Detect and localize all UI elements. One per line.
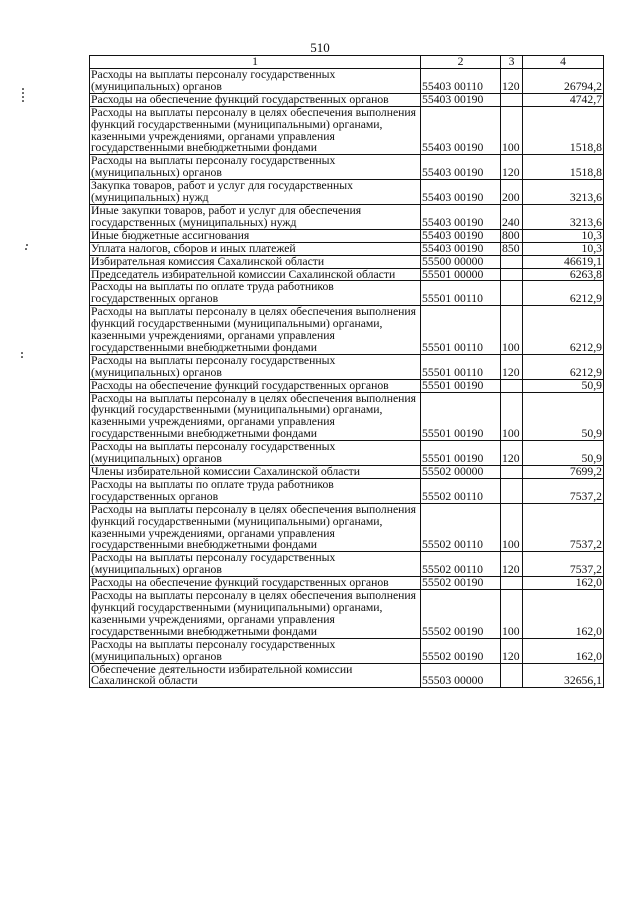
table-row xyxy=(90,268,604,281)
row-code: 55501 00110 xyxy=(421,354,501,379)
row-code: 55403 00190 xyxy=(421,155,501,180)
row-amount: 6212,9 xyxy=(523,306,604,355)
row-description: Расходы на выплаты персоналу государственных (муниципальных) органов xyxy=(90,69,421,94)
row-description: Уплата налогов, сборов и иных платежей xyxy=(90,242,421,255)
row-amount: 50,9 xyxy=(523,392,604,441)
table-row xyxy=(90,242,604,255)
table-row xyxy=(90,577,604,590)
row-expense-type: 120 xyxy=(501,155,523,180)
row-code: 55403 00190 xyxy=(421,229,501,242)
row-code: 55501 00110 xyxy=(421,281,501,306)
row-code: 55501 00190 xyxy=(421,392,501,441)
row-expense-type xyxy=(501,478,523,503)
row-description: Расходы на выплаты персоналу в целях обеспечения выполнения функций государственными (муниципальными) органами, казенными учреждениями, органами управления государственными внебюджетными фондами xyxy=(90,503,421,552)
row-code: 55403 00190 xyxy=(421,204,501,229)
table-row xyxy=(90,204,604,229)
row-code: 55501 00110 xyxy=(421,306,501,355)
row-amount: 6263,8 xyxy=(523,268,604,281)
row-description: Расходы на выплаты персоналу в целях обеспечения выполнения функций государственными (муниципальными) органами, казенными учреждениями, органами управления государственными внебюджетными фондами xyxy=(90,392,421,441)
table-row xyxy=(90,478,604,503)
row-code: 55403 00190 xyxy=(421,180,501,205)
row-expense-type: 100 xyxy=(501,503,523,552)
row-code: 55501 00000 xyxy=(421,268,501,281)
row-amount: 32656,1 xyxy=(523,663,604,688)
table-row xyxy=(90,229,604,242)
row-code: 55503 00000 xyxy=(421,663,501,688)
row-description: Расходы на обеспечение функций государственных органов xyxy=(90,379,421,392)
row-description: Расходы на выплаты персоналу в целях обеспечения выполнения функций государственными (муниципальными) органами, казенными учреждениями, органами управления государственными внебюджетными фондами xyxy=(90,590,421,639)
row-code: 55501 00190 xyxy=(421,441,501,466)
table-row xyxy=(90,552,604,577)
page-number: 510 xyxy=(310,40,330,55)
col-header-3: 3 xyxy=(501,56,523,69)
row-amount: 6212,9 xyxy=(523,354,604,379)
row-description: Расходы на выплаты персоналу в целях обеспечения выполнения функций государственными (муниципальными) органами, казенными учреждениями, органами управления государственными внебюджетными фондами xyxy=(90,106,421,155)
row-code: 55403 00190 xyxy=(421,242,501,255)
table-row xyxy=(90,503,604,552)
row-expense-type xyxy=(501,466,523,479)
row-amount: 46619,1 xyxy=(523,255,604,268)
table-row xyxy=(90,590,604,639)
row-expense-type xyxy=(501,663,523,688)
row-expense-type: 120 xyxy=(501,638,523,663)
table-row xyxy=(90,354,604,379)
row-code: 55501 00190 xyxy=(421,379,501,392)
row-expense-type: 120 xyxy=(501,552,523,577)
table-row xyxy=(90,306,604,355)
row-description: Члены избирательной комиссии Сахалинской области xyxy=(90,466,421,479)
row-expense-type: 800 xyxy=(501,229,523,242)
row-description: Избирательная комиссия Сахалинской области xyxy=(90,255,421,268)
row-code: 55500 00000 xyxy=(421,255,501,268)
table-row xyxy=(90,379,604,392)
row-amount: 3213,6 xyxy=(523,180,604,205)
table-row xyxy=(90,93,604,106)
table-row xyxy=(90,281,604,306)
row-description: Расходы на обеспечение функций государственных органов xyxy=(90,93,421,106)
row-description: Обеспечение деятельности избирательной комиссии Сахалинской области xyxy=(90,663,421,688)
row-amount: 10,3 xyxy=(523,229,604,242)
row-description: Расходы на выплаты персоналу в целях обеспечения выполнения функций государственными (муниципальными) органами, казенными учреждениями, органами управления государственными внебюджетными фондами xyxy=(90,306,421,355)
row-amount: 1518,8 xyxy=(523,155,604,180)
row-expense-type xyxy=(501,281,523,306)
table-row xyxy=(90,106,604,155)
row-expense-type xyxy=(501,268,523,281)
row-expense-type xyxy=(501,93,523,106)
row-amount: 7537,2 xyxy=(523,478,604,503)
row-amount: 50,9 xyxy=(523,379,604,392)
row-expense-type: 120 xyxy=(501,69,523,94)
row-amount: 162,0 xyxy=(523,638,604,663)
row-expense-type: 120 xyxy=(501,441,523,466)
row-expense-type: 200 xyxy=(501,180,523,205)
row-description: Расходы на выплаты по оплате труда работников государственных органов xyxy=(90,281,421,306)
row-amount: 7699,2 xyxy=(523,466,604,479)
row-expense-type xyxy=(501,379,523,392)
table-row xyxy=(90,255,604,268)
row-code: 55403 00110 xyxy=(421,69,501,94)
row-amount: 4742,7 xyxy=(523,93,604,106)
row-expense-type: 100 xyxy=(501,392,523,441)
column-number-row xyxy=(90,56,604,69)
row-description: Расходы на выплаты персоналу государственных (муниципальных) органов xyxy=(90,155,421,180)
row-description: Расходы на выплаты персоналу государственных (муниципальных) органов xyxy=(90,552,421,577)
table-row xyxy=(90,180,604,205)
row-amount: 7537,2 xyxy=(523,552,604,577)
row-code: 55502 00190 xyxy=(421,590,501,639)
row-amount: 1518,8 xyxy=(523,106,604,155)
table-row xyxy=(90,638,604,663)
row-expense-type: 100 xyxy=(501,106,523,155)
table-row xyxy=(90,392,604,441)
row-expense-type: 240 xyxy=(501,204,523,229)
row-amount: 10,3 xyxy=(523,242,604,255)
row-amount: 162,0 xyxy=(523,577,604,590)
row-expense-type: 100 xyxy=(501,590,523,639)
row-code: 55502 00110 xyxy=(421,552,501,577)
row-description: Иные бюджетные ассигнования xyxy=(90,229,421,242)
row-amount: 162,0 xyxy=(523,590,604,639)
table-row xyxy=(90,155,604,180)
row-description: Закупка товаров, работ и услуг для государственных (муниципальных) нужд xyxy=(90,180,421,205)
budget-table xyxy=(89,55,604,688)
col-header-2: 2 xyxy=(421,56,501,69)
row-description: Расходы на выплаты персоналу государственных (муниципальных) органов xyxy=(90,638,421,663)
row-description: Расходы на обеспечение функций государственных органов xyxy=(90,577,421,590)
row-description: Расходы на выплаты персоналу государственных (муниципальных) органов xyxy=(90,441,421,466)
row-description: Председатель избирательной комиссии Сахалинской области xyxy=(90,268,421,281)
row-code: 55502 00190 xyxy=(421,638,501,663)
row-amount: 26794,2 xyxy=(523,69,604,94)
row-expense-type xyxy=(501,255,523,268)
row-code: 55502 00190 xyxy=(421,577,501,590)
row-amount: 50,9 xyxy=(523,441,604,466)
row-expense-type: 850 xyxy=(501,242,523,255)
row-code: 55502 00000 xyxy=(421,466,501,479)
row-expense-type: 100 xyxy=(501,306,523,355)
scan-margin-marks xyxy=(10,0,50,905)
table-row xyxy=(90,466,604,479)
row-code: 55502 00110 xyxy=(421,503,501,552)
row-code: 55502 00110 xyxy=(421,478,501,503)
row-description: Иные закупки товаров, работ и услуг для обеспечения государственных (муниципальных) нужд xyxy=(90,204,421,229)
row-code: 55403 00190 xyxy=(421,93,501,106)
row-amount: 7537,2 xyxy=(523,503,604,552)
table-row xyxy=(90,69,604,94)
row-amount: 3213,6 xyxy=(523,204,604,229)
row-code: 55403 00190 xyxy=(421,106,501,155)
table-row xyxy=(90,441,604,466)
row-description: Расходы на выплаты по оплате труда работников государственных органов xyxy=(90,478,421,503)
row-expense-type: 120 xyxy=(501,354,523,379)
row-description: Расходы на выплаты персоналу государственных (муниципальных) органов xyxy=(90,354,421,379)
col-header-1: 1 xyxy=(90,56,421,69)
table-row xyxy=(90,663,604,688)
col-header-4: 4 xyxy=(523,56,604,69)
row-expense-type xyxy=(501,577,523,590)
row-amount: 6212,9 xyxy=(523,281,604,306)
